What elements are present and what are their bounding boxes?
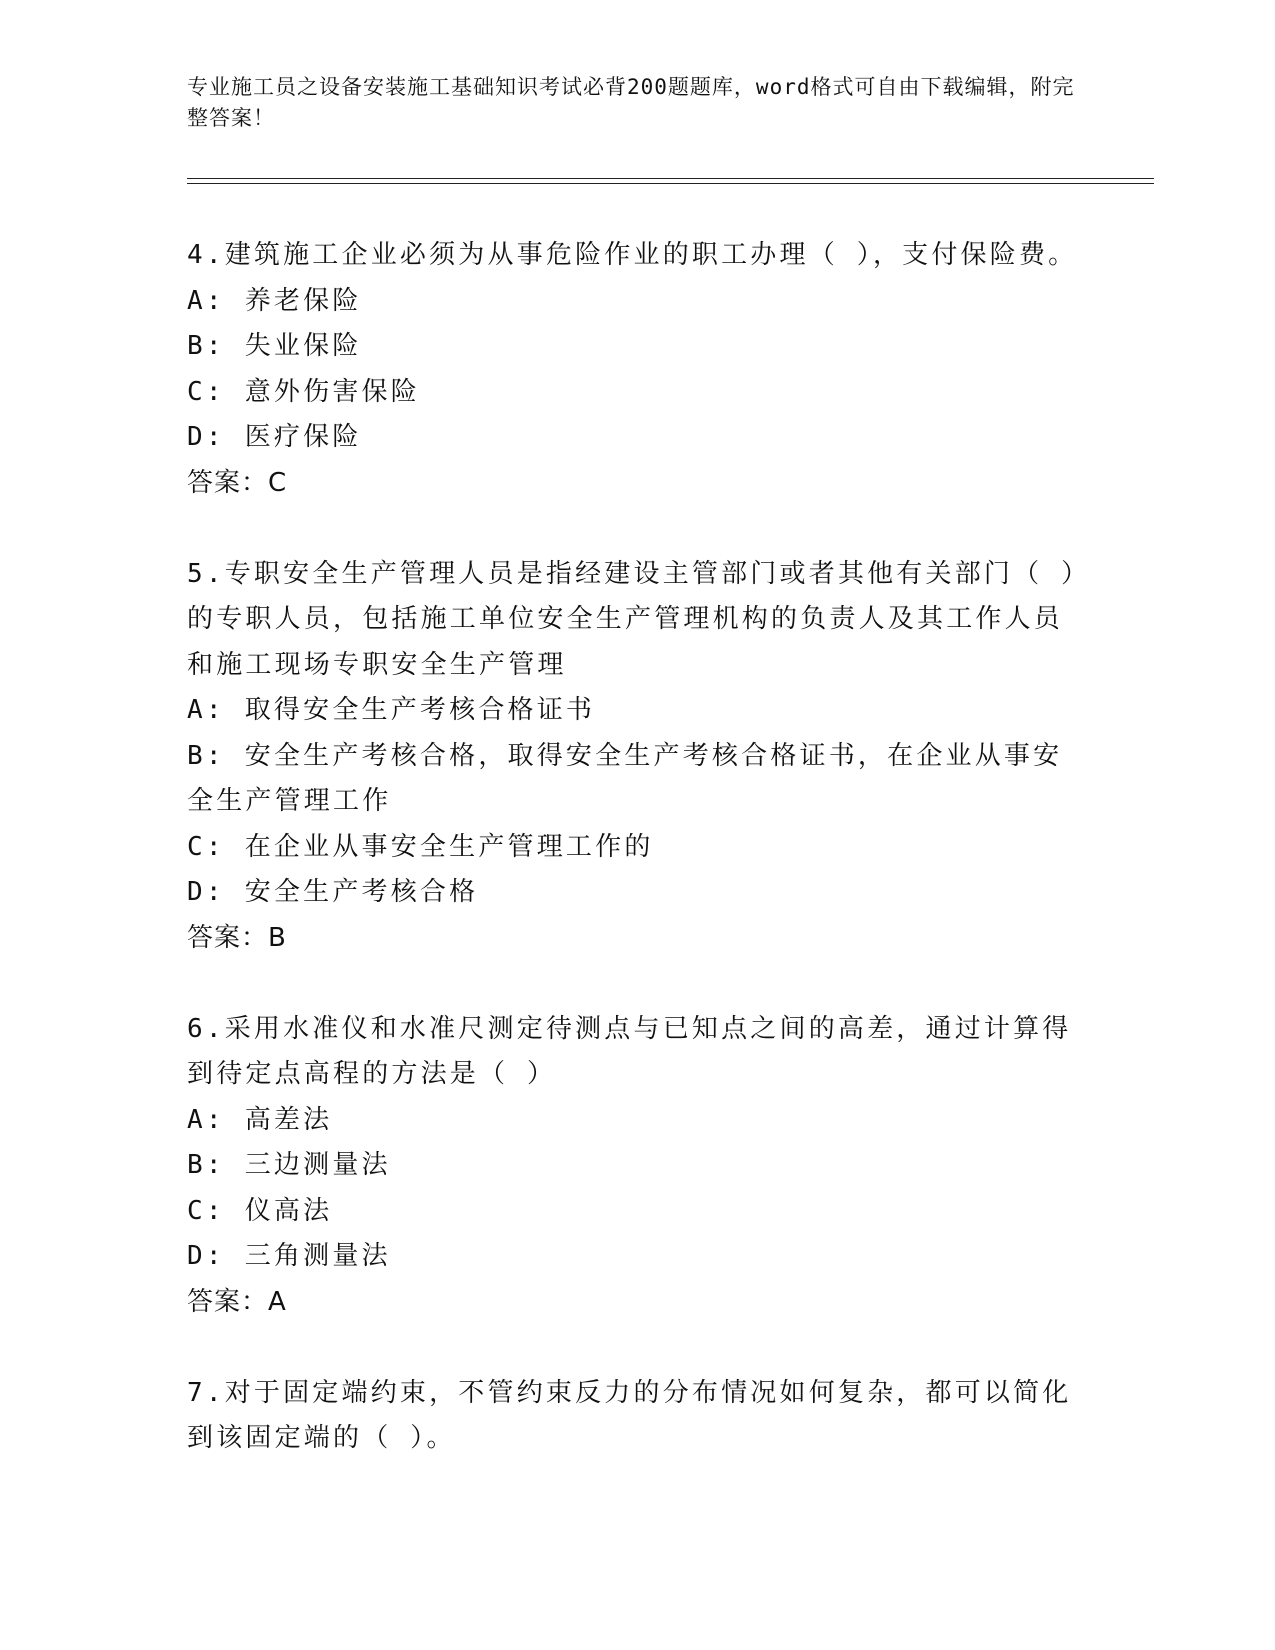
option-text: 三边测量法	[244, 1150, 391, 1180]
question-text: 5.专职安全生产管理人员是指经建设主管部门或者其他有关部门（ ）的专职人员，包括施工单位安全生产管理机构的负责人及其工作人员和施工现场专职安全生产管理	[187, 558, 1078, 680]
option-key: D:	[187, 877, 225, 907]
question-4	[187, 233, 1087, 506]
option-key: D:	[187, 422, 225, 452]
option-a	[187, 279, 1087, 325]
option-d	[187, 415, 1087, 461]
option-d	[187, 870, 1087, 916]
option-c	[187, 370, 1087, 416]
option-key: B:	[187, 740, 225, 771]
option-text: 失业保险	[244, 331, 362, 361]
option-text: 三角测量法	[244, 1241, 391, 1271]
option-key: D:	[187, 1241, 225, 1271]
option-text: 安全生产考核合格，取得安全生产考核合格证书，在企业从事安全生产管理工作	[187, 740, 1063, 816]
option-b	[187, 1143, 1087, 1189]
question-text: 6.采用水准仪和水准尺测定待测点与已知点之间的高差，通过计算得到待定点高程的方法是（ ）	[187, 1013, 1072, 1089]
option-a	[187, 688, 1087, 734]
option-text: 意外伤害保险	[244, 376, 420, 407]
option-text: 高差法	[244, 1104, 333, 1135]
header-divider-bottom	[187, 183, 1154, 184]
option-key: B:	[187, 331, 225, 361]
option-a	[187, 1098, 1087, 1144]
option-key: A:	[187, 285, 225, 316]
option-key: C:	[187, 1195, 225, 1226]
question-text: 4.建筑施工企业必须为从事危险作业的职工办理（ ），支付保险费。	[187, 240, 1078, 270]
answer: 答案：C	[187, 467, 288, 498]
option-text: 仪高法	[244, 1195, 333, 1226]
answer: 答案：B	[187, 922, 287, 953]
answer: 答案：A	[187, 1286, 287, 1317]
option-text: 养老保险	[244, 285, 362, 316]
question-7	[187, 1371, 1087, 1462]
question-5	[187, 552, 1087, 961]
option-key: C:	[187, 831, 225, 862]
option-c	[187, 1189, 1087, 1235]
option-text: 安全生产考核合格	[244, 877, 479, 907]
option-key: C:	[187, 376, 225, 407]
header-title: 专业施工员之设备安装施工基础知识考试必背200题题库，word格式可自由下载编辑，附完整答案！	[187, 75, 1075, 130]
option-c	[187, 825, 1087, 871]
option-key: A:	[187, 1104, 225, 1135]
question-list	[187, 233, 1087, 1508]
question-6	[187, 1007, 1087, 1325]
option-d	[187, 1234, 1087, 1280]
option-text: 在企业从事安全生产管理工作的	[244, 831, 654, 862]
option-b	[187, 734, 1087, 825]
header-divider-top	[187, 178, 1154, 179]
document-header	[187, 72, 1087, 134]
option-key: A:	[187, 695, 225, 725]
option-key: B:	[187, 1150, 225, 1180]
option-text: 取得安全生产考核合格证书	[244, 695, 596, 725]
question-text: 7.对于固定端约束，不管约束反力的分布情况如何复杂，都可以简化到该固定端的（ ）。	[187, 1377, 1072, 1453]
option-text: 医疗保险	[244, 422, 362, 452]
option-b	[187, 324, 1087, 370]
